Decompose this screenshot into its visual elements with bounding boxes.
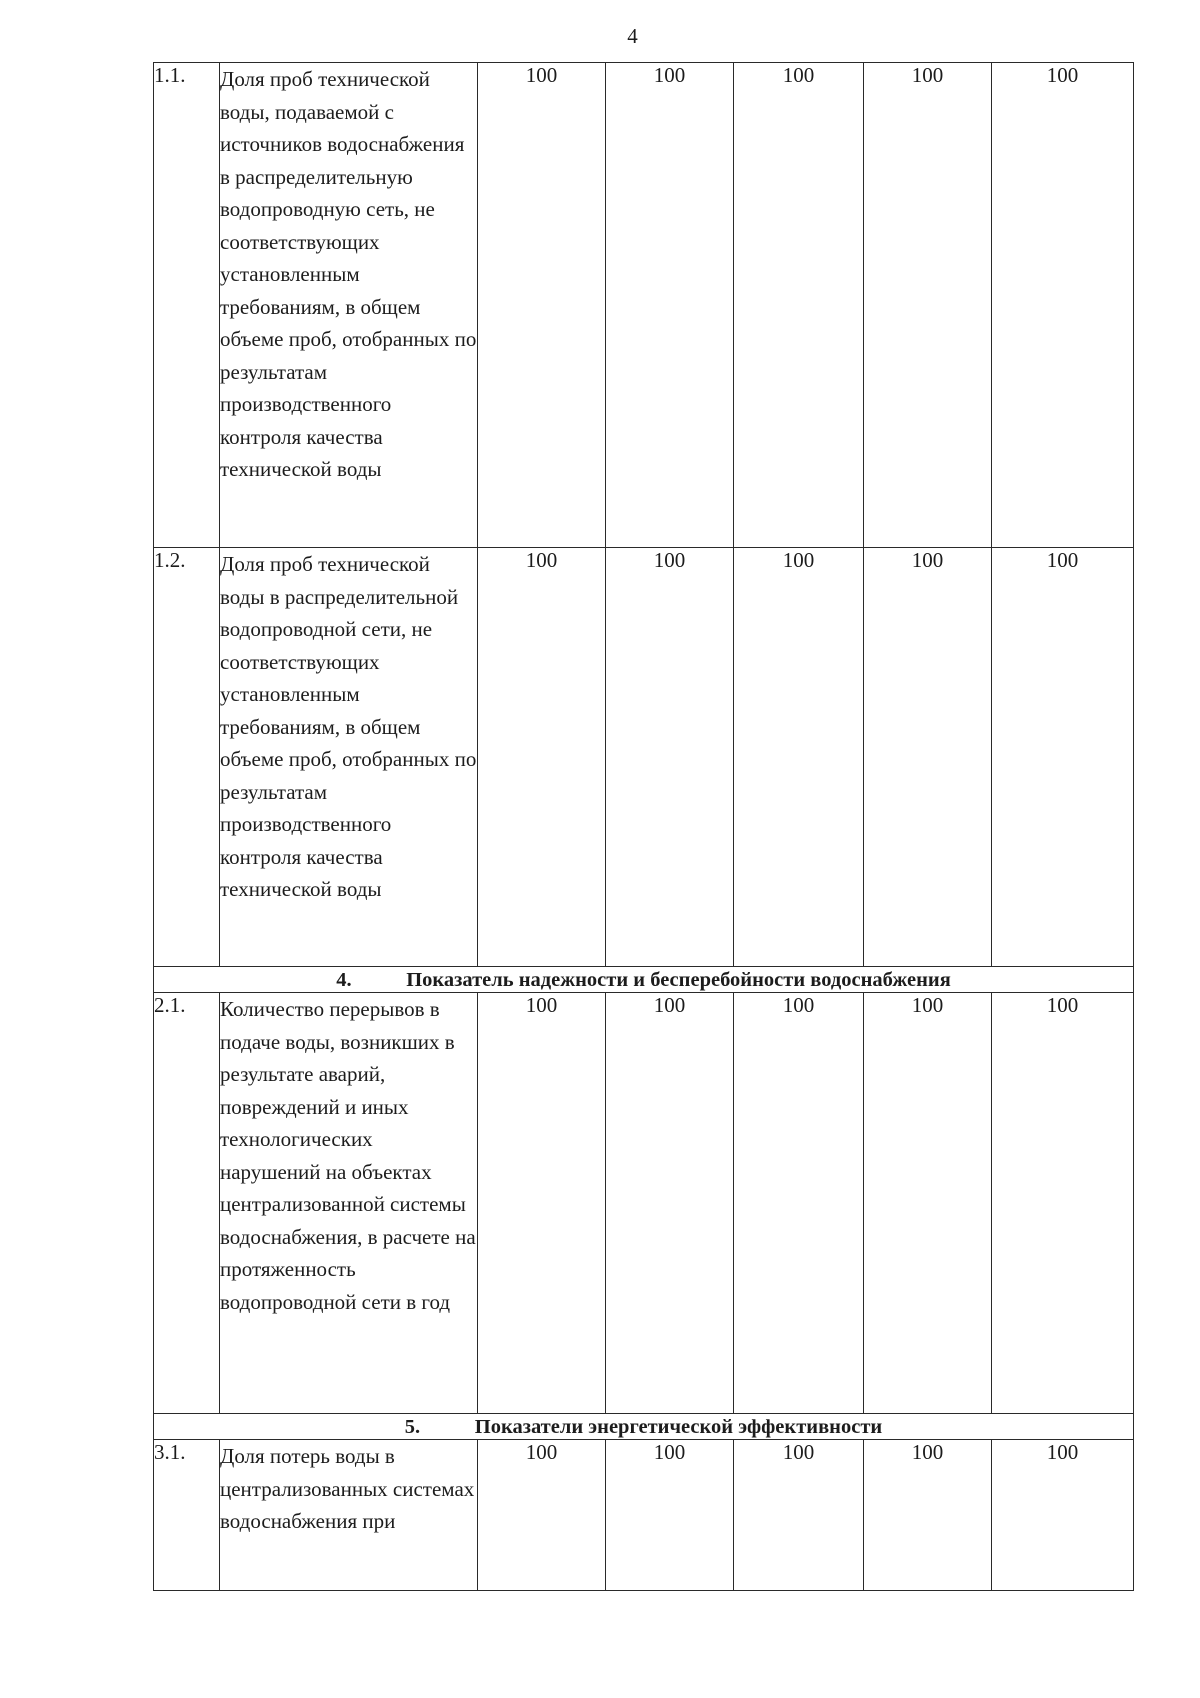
table-row — [154, 63, 1134, 548]
value-cell: 100 — [734, 1440, 864, 1591]
value-cell: 100 — [478, 548, 606, 967]
value-cell: 100 — [606, 548, 734, 967]
value-cell: 100 — [478, 63, 606, 548]
row-number: 2.1. — [154, 993, 220, 1414]
section-number: 5. — [404, 1415, 421, 1438]
section-number: 4. — [336, 968, 352, 991]
value-cell: 100 — [992, 63, 1134, 548]
section-header-row — [154, 967, 1134, 993]
value-cell: 100 — [864, 548, 992, 967]
value-cell: 100 — [864, 63, 992, 548]
row-number: 3.1. — [154, 1440, 220, 1591]
value-cell: 100 — [606, 1440, 734, 1591]
section-header-row — [154, 1414, 1134, 1440]
value-cell: 100 — [992, 548, 1134, 967]
table-row — [154, 1440, 1134, 1591]
value-cell: 100 — [992, 1440, 1134, 1591]
value-cell: 100 — [734, 63, 864, 548]
section-title: Показатель надежности и бесперебойности водоснабжения — [406, 968, 951, 991]
value-cell: 100 — [864, 1440, 992, 1591]
value-cell: 100 — [478, 993, 606, 1414]
value-cell: 100 — [734, 548, 864, 967]
section-header — [154, 967, 1134, 993]
value-cell: 100 — [606, 993, 734, 1414]
value-cell: 100 — [606, 63, 734, 548]
value-cell: 100 — [734, 993, 864, 1414]
indicator-description: Доля проб технической воды, подаваемой с источников водоснабжения в распределительную водопроводную сеть, не соответствующих установленным требованиям, в общем объеме проб, отобранных по результатам производственного контроля качества технической воды — [220, 63, 478, 548]
page-number: 4 — [627, 24, 638, 48]
row-number: 1.1. — [154, 63, 220, 548]
indicators-table — [153, 62, 1134, 1591]
value-cell: 100 — [478, 1440, 606, 1591]
table-row — [154, 548, 1134, 967]
table-row — [154, 993, 1134, 1414]
indicator-description: Доля потерь воды в централизованных системах водоснабжения при — [220, 1440, 478, 1591]
indicator-description: Количество перерывов в подаче воды, возникших в результате аварий, повреждений и иных технологических нарушений на объектах централизованной системы водоснабжения, в расчете на протяженность водопроводной сети в год — [220, 993, 478, 1414]
value-cell: 100 — [864, 993, 992, 1414]
section-header — [154, 1414, 1134, 1440]
section-title: Показатели энергетической эффективности — [474, 1415, 883, 1438]
row-number: 1.2. — [154, 548, 220, 967]
indicator-description: Доля проб технической воды в распределительной водопроводной сети, не соответствующих установленным требованиям, в общем объеме проб, отобранных по результатам производственного контроля качества технической воды — [220, 548, 478, 967]
value-cell: 100 — [992, 993, 1134, 1414]
